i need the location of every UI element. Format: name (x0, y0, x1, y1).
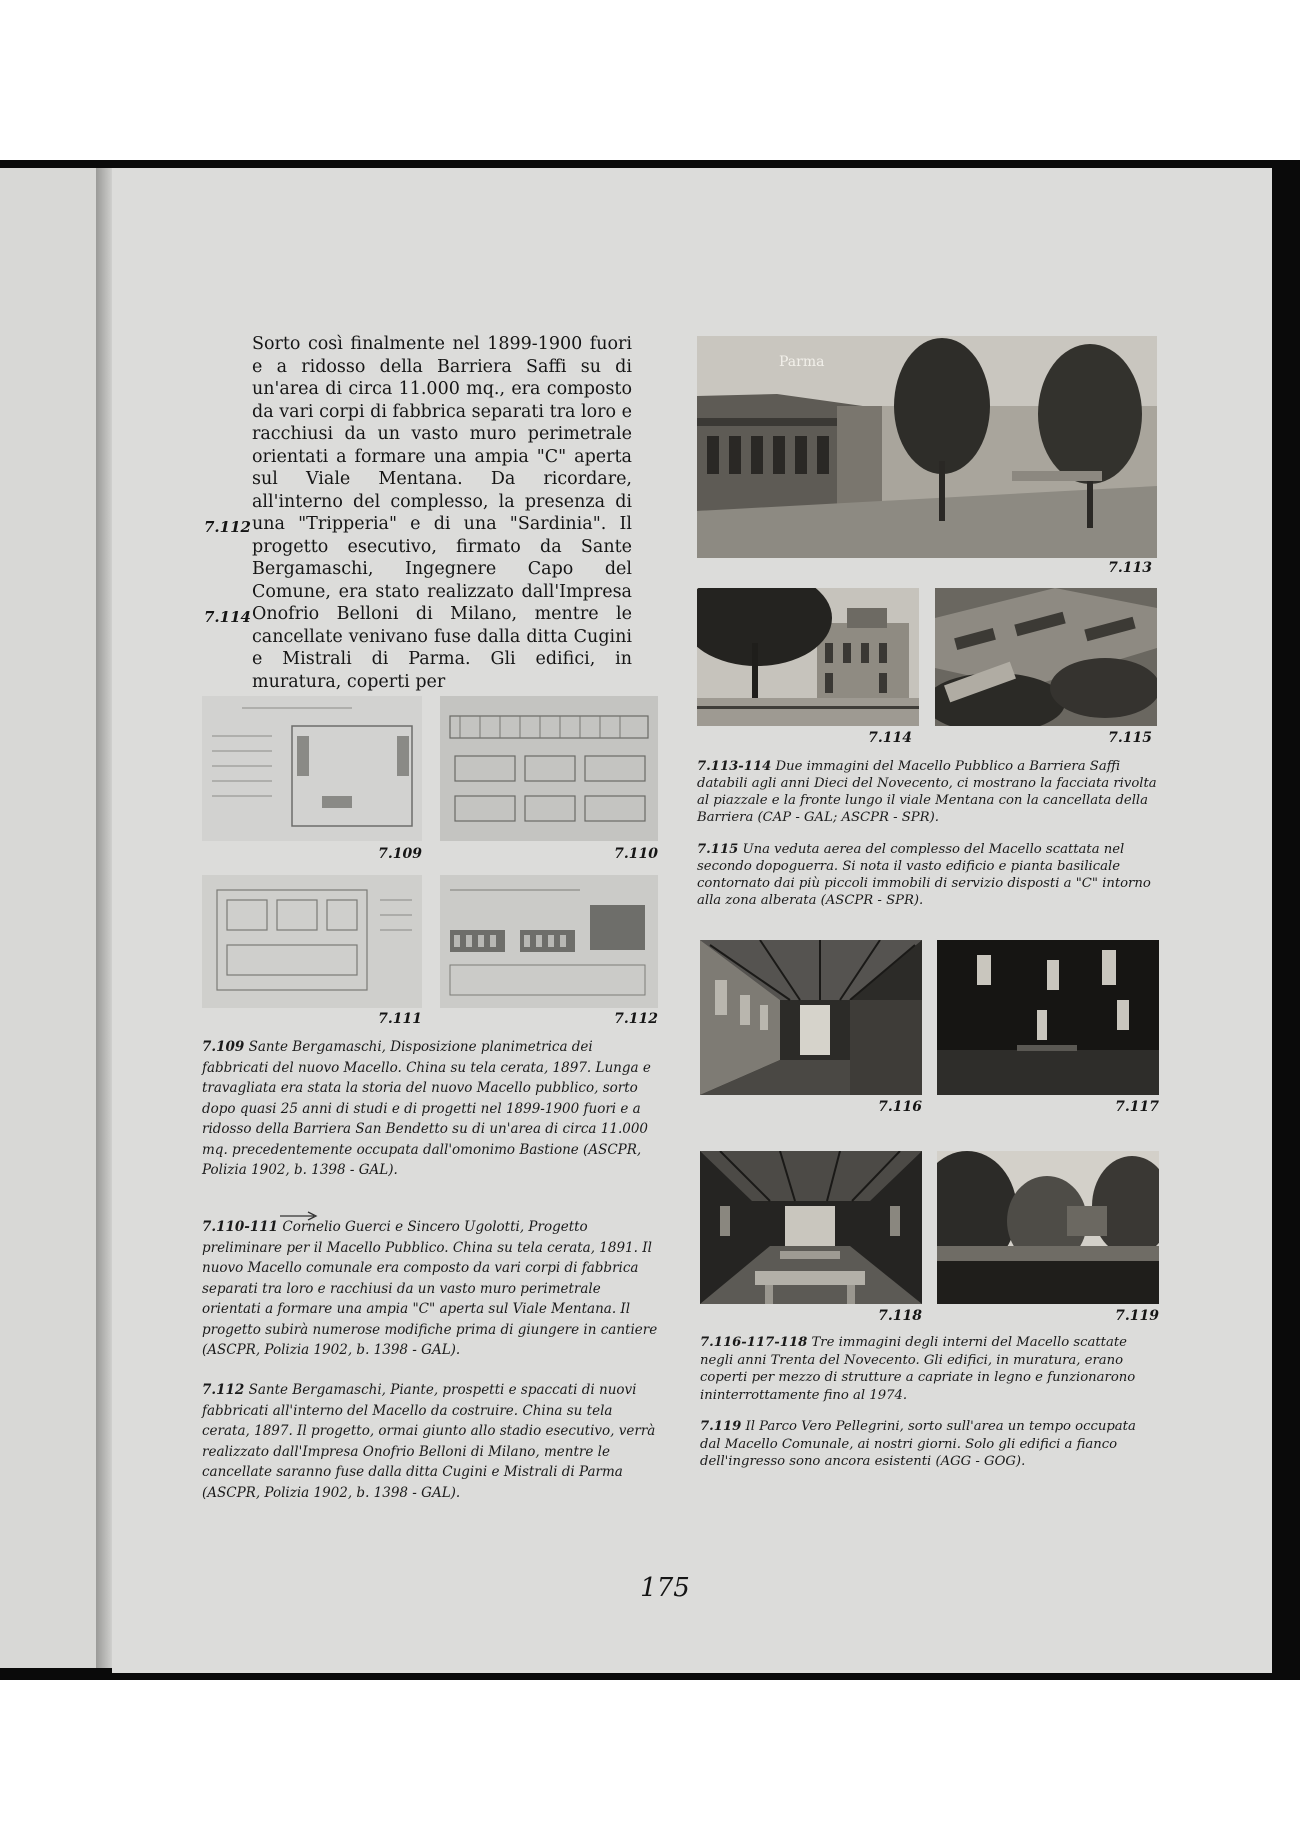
caption-7-115 (697, 841, 1157, 909)
binding-shadow (96, 168, 112, 1668)
photo-7-115-aerial (935, 588, 1157, 726)
book-page (112, 168, 1272, 1673)
margin-ref-7-112: 7.112 (204, 518, 251, 536)
label-7-109: 7.109 (378, 846, 422, 862)
photo-7-114-facade (697, 588, 919, 726)
label-7-112: 7.112 (614, 1011, 658, 1027)
label-7-113: 7.113 (1108, 560, 1152, 576)
caption-ref: 7.116-117-118 (700, 1335, 808, 1350)
label-7-117: 7.117 (1115, 1099, 1159, 1115)
label-7-116: 7.116 (878, 1099, 922, 1115)
margin-ref-7-114: 7.114 (204, 608, 251, 626)
caption-text: Sante Bergamaschi, Piante, prospetti e spaccati di nuovi fabbricati all'interno del Macello da costruire. China su tela cerata, 1897. Il progetto, ormai giunto allo stadio esecutivo, verrà realizzato dall'Impresa Onofrio Belloni di Milano, mentre le cancellate saranno fuse dalla ditta Cugini e Mistrali di Parma (ASCPR, Polizia 1902, b. 1398 - GAL). (202, 1382, 656, 1501)
caption-text: Due immagini del Macello Pubblico a Barriera Saffi databili agli anni Dieci del Novecento, ci mostrano la facciata rivolta al piazzale e la fronte lungo il viale Mentana con la cancellata della Barriera (CAP - GAL; ASCPR - SPR). (697, 759, 1157, 825)
caption-ref: 7.119 (700, 1419, 742, 1434)
drawing-7-109-plan (202, 696, 422, 841)
photo-7-113-postcard (697, 336, 1157, 558)
page-number: 175 (640, 1573, 690, 1603)
label-7-114: 7.114 (868, 730, 912, 746)
caption-ref: 7.115 (697, 842, 739, 857)
drawing-7-110-elevations (440, 696, 658, 841)
caption-7-112 (202, 1380, 658, 1503)
caption-7-109 (202, 1037, 658, 1181)
label-7-111: 7.111 (378, 1011, 422, 1027)
caption-ref: 7.112 (202, 1382, 245, 1398)
postcard-caption-text: Parma (779, 354, 825, 370)
photo-7-117-interior (937, 940, 1159, 1095)
photo-7-116-interior (700, 940, 922, 1095)
caption-text: Cornelio Guerci e Sincero Ugolotti, Progetto preliminare per il Macello Pubblico. China su tela cerata, 1891. Il nuovo Macello comunale era composto da vari corpi di fabbrica separati tra loro e racchiusi da un vasto muro perimetrale orientati a formare una ampia "C" aperta sul Viale Mentana. Il progetto subirà numerose modifiche prima di giungere in cantiere (ASCPR, Polizia 1902, b. 1398 - GAL). (202, 1219, 658, 1358)
photo-7-118-interior (700, 1151, 922, 1304)
photo-7-119-park (937, 1151, 1159, 1304)
caption-text: Il Parco Vero Pellegrini, sorto sull'area un tempo occupata dal Macello Comunale, ai nostri giorni. Solo gli edifici a fianco dell'ingresso sono ancora esistenti (AGG - GOG). (700, 1419, 1136, 1469)
drawing-7-111-plan (202, 875, 422, 1008)
facing-page-edge (0, 168, 108, 1668)
label-7-115: 7.115 (1108, 730, 1152, 746)
caption-ref: 7.110-111 (202, 1219, 279, 1235)
body-paragraph: Sorto così finalmente nel 1899-1900 fuori e a ridosso della Barriera Saffi su di un'area di circa 11.000 mq., era composto da vari corpi di fabbrica separati tra loro e racchiusi da un vasto muro perimetrale orientati a formare una ampia "C" aperta sul Viale Mentana. Da ricordare, all'interno del complesso, la presenza di una "Tripperia" e di una "Sardinia". Il progetto esecutivo, firmato da Sante Bergamaschi, Ingegnere Capo del Comune, era stato realizzato dall'Impresa Onofrio Belloni di Milano, mentre le cancellate venivano fuse dalla ditta Cugini e Mistrali di Parma. Gli edifici, in muratura, coperti per (252, 334, 632, 692)
label-7-118: 7.118 (878, 1308, 922, 1324)
drawing-7-112-elevations (440, 875, 658, 1008)
caption-text: Una veduta aerea del complesso del Macello scattata nel secondo dopoguerra. Si nota il vasto edificio e pianta basilicale contornato dai più piccoli immobili di servizio disposti a "C" intorno alla zona alberata (ASCPR - SPR). (697, 842, 1151, 908)
caption-7-116-117-118 (700, 1334, 1160, 1404)
caption-7-110-111 (202, 1217, 658, 1361)
caption-text: Tre immagini degli interni del Macello scattate negli anni Trenta del Novecento. Gli edifici, in muratura, erano coperti per mezzo di strutture a capriate in legno e funzionarono ininterrottamente fino al 1974. (700, 1335, 1136, 1403)
caption-text: Sante Bergamaschi, Disposizione planimetrica dei fabbricati del nuovo Macello. China su tela cerata, 1897. Lunga e travagliata era stata la storia del nuovo Macello pubblico, sorto dopo quasi 25 anni di studi e di progetti nel 1899-1900 fuori e a ridosso della Barriera San Bendetto su di un'area di circa 11.000 mq. precedentemente occupata dall'omonimo Bastione (ASCPR, Polizia 1902, b. 1398 - GAL). (202, 1039, 651, 1178)
caption-7-119 (700, 1418, 1160, 1471)
label-7-119: 7.119 (1115, 1308, 1159, 1324)
caption-ref: 7.113-114 (697, 759, 772, 774)
caption-7-113-114 (697, 758, 1157, 826)
caption-ref: 7.109 (202, 1039, 245, 1055)
label-7-110: 7.110 (614, 846, 658, 862)
